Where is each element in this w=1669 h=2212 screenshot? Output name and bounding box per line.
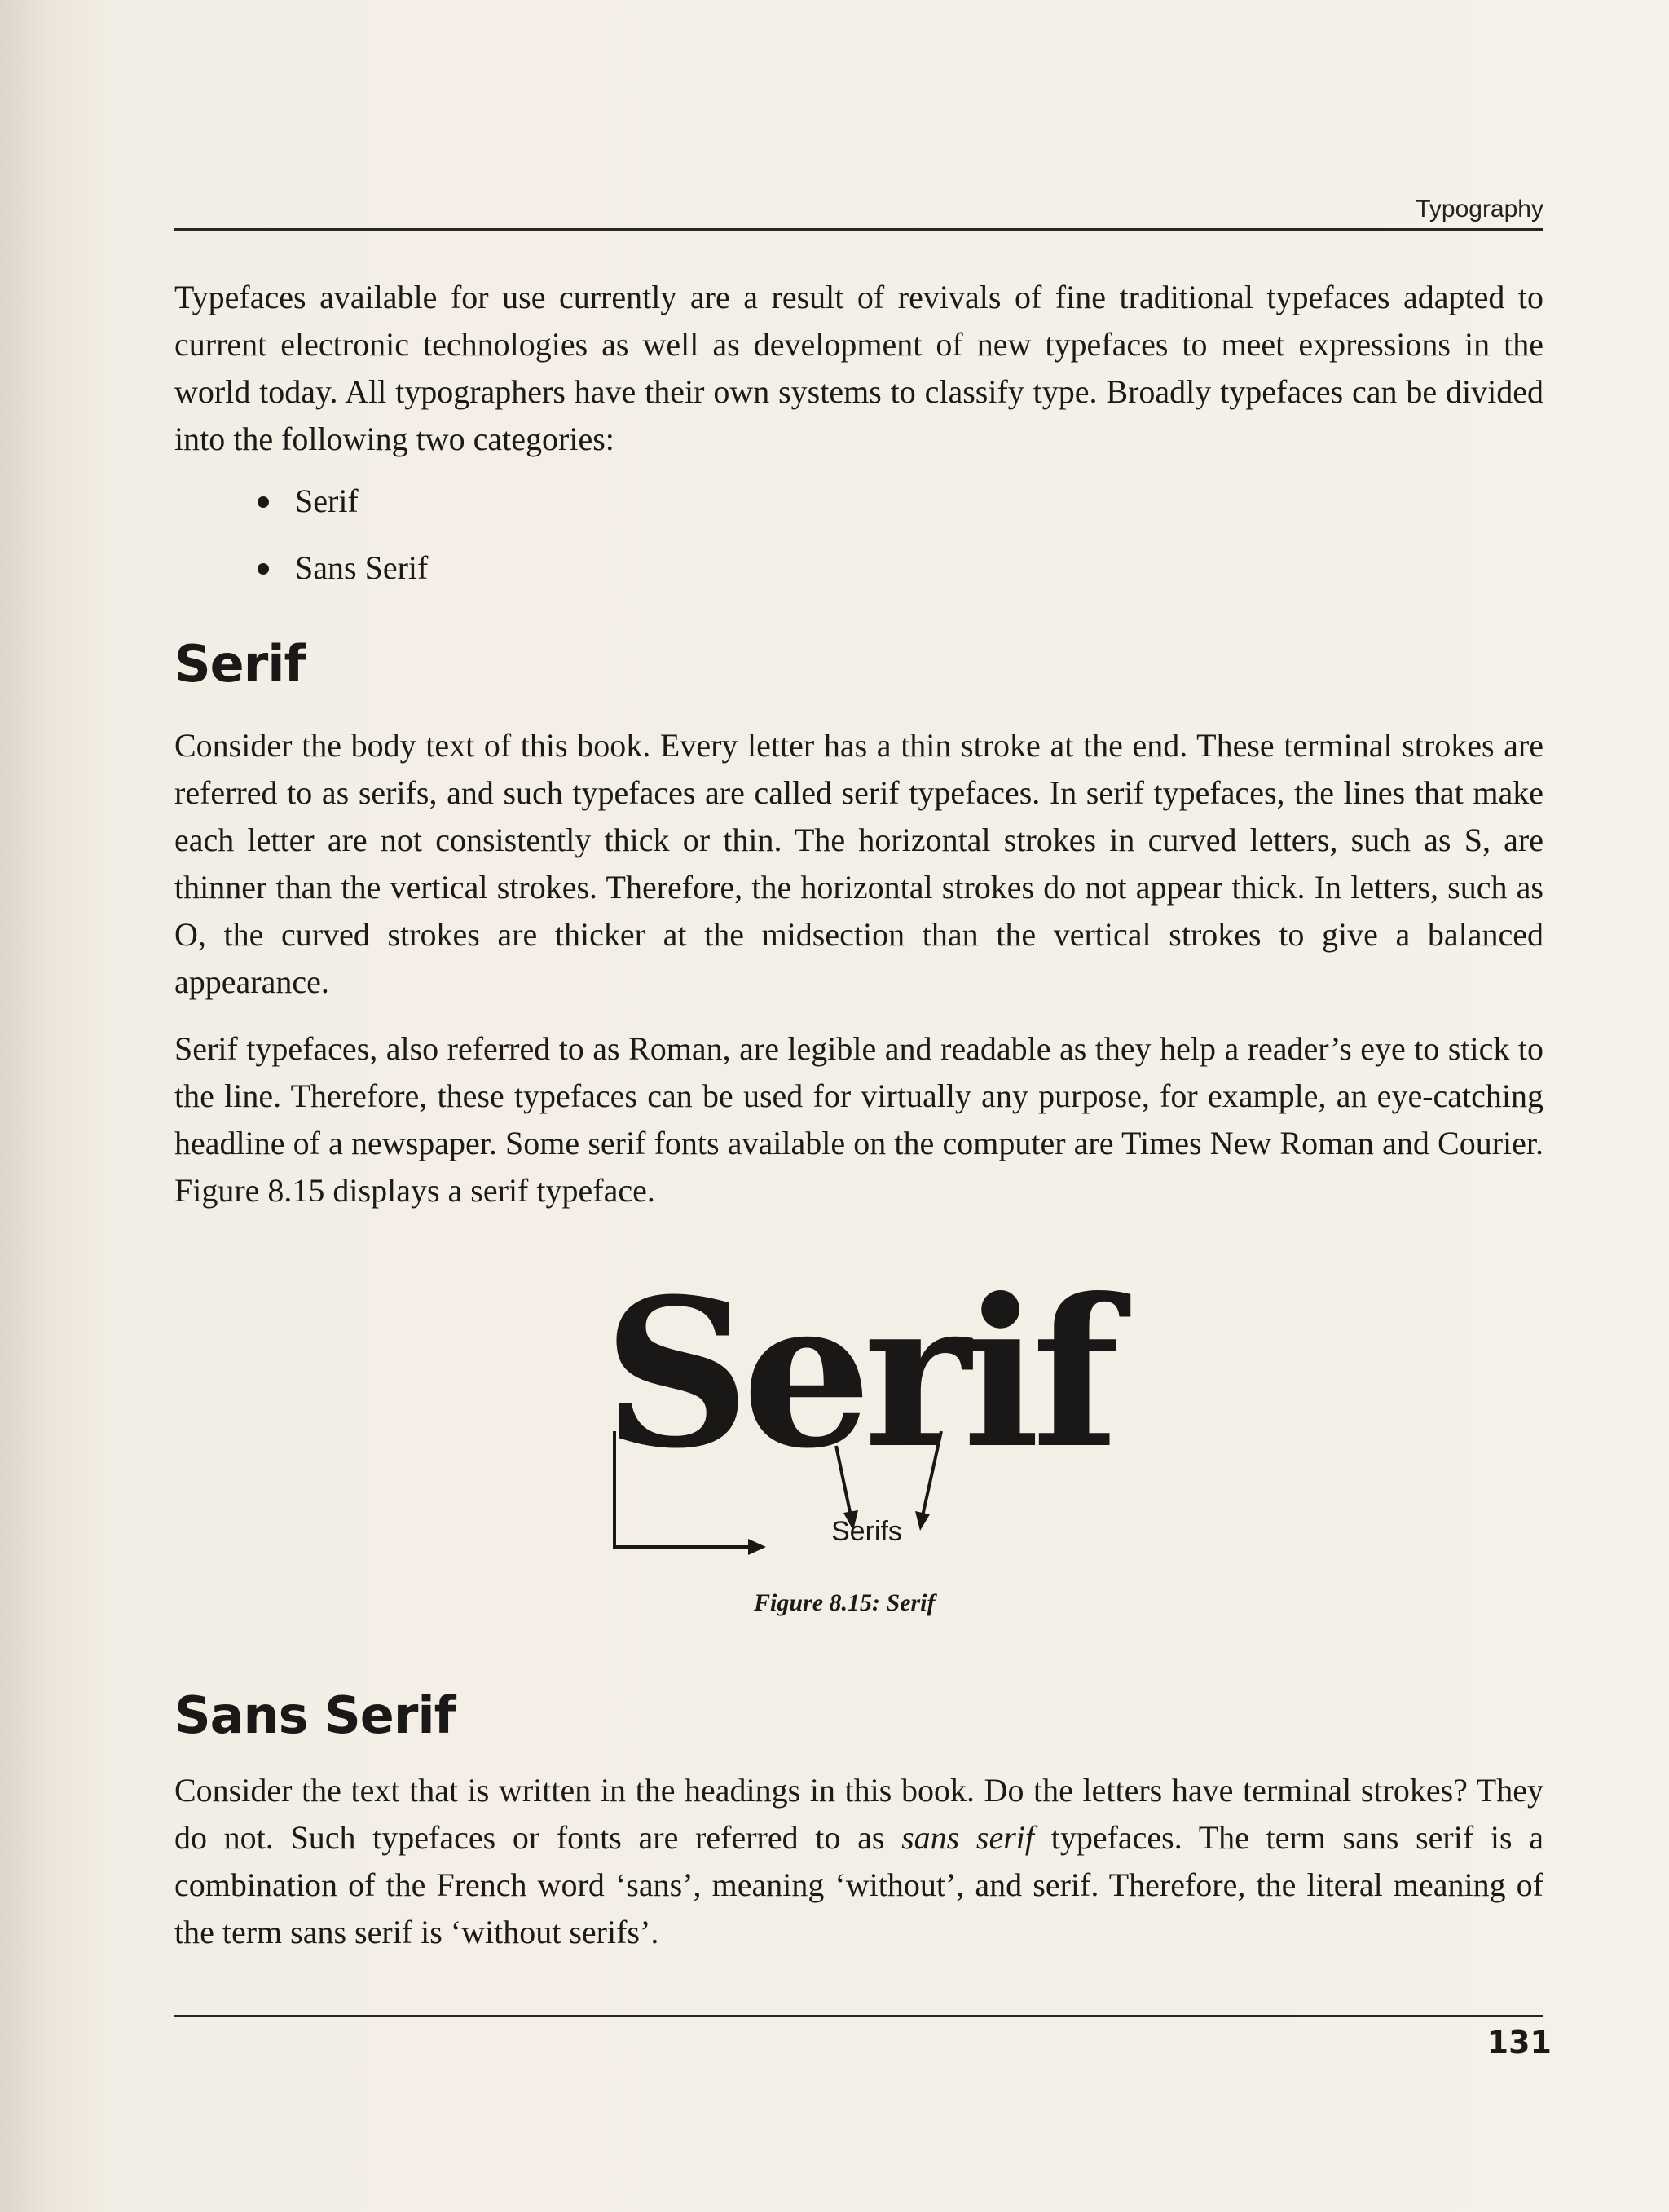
- serif-heading: Serif: [174, 634, 306, 694]
- section-title: Typography: [1416, 196, 1543, 223]
- figure-callout-label: Serifs: [831, 1516, 902, 1547]
- sans-serif-paragraph-start: Consider the text that is written in the headings in this book. Do the letters have terminal strokes? They do not. Such typefaces or fonts are referred to as: [174, 1772, 1543, 1856]
- intro-paragraph: Typefaces available for use currently are a result of revivals of fine traditional typefaces adapted to current electronic technologies as well as development of new typefaces to meet expressions in the world today. All typographers have their own systems to classify type. Broadly typefaces can be divided into the following two categories:: [174, 279, 1543, 457]
- list-item-label: Serif: [295, 482, 359, 519]
- serif-callout-arrows: [603, 1254, 1125, 1630]
- list-item: [253, 478, 428, 525]
- running-header: [174, 189, 1543, 231]
- bullet-icon: [258, 496, 269, 508]
- serif-figure: [603, 1254, 1125, 1630]
- figure-sample-word: Serif: [603, 1254, 1112, 1493]
- category-list: [253, 478, 428, 611]
- list-item: [253, 544, 428, 592]
- list-item-label: Sans Serif: [295, 549, 429, 586]
- serif-paragraph-1: Consider the body text of this book. Every letter has a thin stroke at the end. These terminal strokes are referred to as serifs, and such typefaces are called serif typefaces. In serif typefaces, the lines that make each letter are not consistently thick or thin. The horizontal strokes in curved letters, such as S, are thinner than the vertical strokes. Therefore, the horizontal strokes do not appear thick. In letters, such as O, the curved strokes are thicker at the midsection than the vertical strokes to give a balanced appearance.: [174, 727, 1543, 1000]
- sans-serif-heading: Sans Serif: [174, 1685, 456, 1745]
- serif-paragraph-2: Serif typefaces, also referred to as Roman, are legible and readable as they help a reader’s eye to stick to the line. Therefore, these typefaces can be used for virtually any purpose, for example, an eye-catching headline of a newspaper. Some serif fonts available on the computer are Times New Roman and Courier. Figure 8.15 displays a serif typeface.: [174, 1030, 1543, 1209]
- sans-serif-paragraph: [174, 1767, 1543, 1956]
- figure-caption: Figure 8.15: Serif: [754, 1589, 936, 1616]
- footer-rule: [174, 2015, 1543, 2017]
- page-number: 131: [1486, 2025, 1552, 2060]
- sans-serif-paragraph-end: typefaces. The term sans serif is a combination of the French word ‘sans’, meaning ‘without’, and serif. Therefore, the literal meaning of the term sans serif is ‘without serifs’.: [174, 1819, 1543, 1950]
- bullet-icon: [258, 563, 269, 575]
- sans-serif-term: sans serif: [901, 1819, 1035, 1856]
